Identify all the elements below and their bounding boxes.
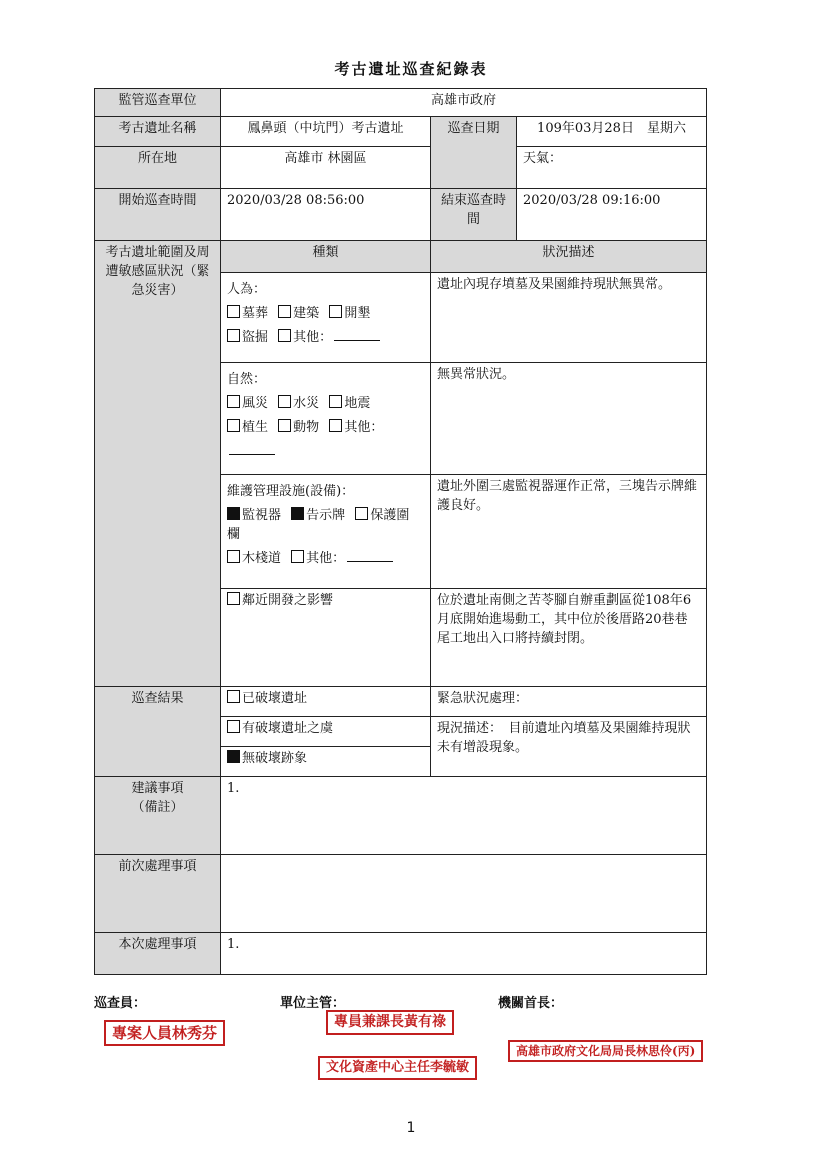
maintenance-cell: [221, 475, 431, 589]
natural-title: 自然：: [227, 372, 267, 387]
checkbox-checked-icon[interactable]: [291, 507, 304, 520]
weather-field: 天氣：: [517, 147, 707, 189]
option-other: 其他：: [293, 329, 333, 345]
inspect-date-value: 109年03月28日 星期六: [517, 117, 707, 147]
option-building: 建築: [293, 305, 320, 321]
natural-cell: [221, 363, 431, 475]
checkbox-icon[interactable]: [329, 419, 342, 432]
head-stamp: 高雄市政府文化局局長林思伶(丙): [508, 1040, 703, 1062]
result-opt1-cell: [221, 687, 431, 717]
checkbox-checked-icon[interactable]: [227, 750, 240, 763]
option-risk: 有破壞遺址之虞: [242, 721, 334, 736]
result-opt2-cell: [221, 717, 431, 747]
site-value: 鳳鼻頭（中坑門）考古遺址: [221, 117, 431, 147]
maintenance-title: 維護管理設施(設備)：: [227, 484, 355, 499]
checkbox-icon[interactable]: [291, 550, 304, 563]
checkbox-icon[interactable]: [227, 329, 240, 342]
checkbox-icon[interactable]: [329, 305, 342, 318]
development-description: 位於遺址南側之苦苓腳自辦重劃區從108年6月底開始進場動工，其中位於後厝路20巷巷尾工地出入口將持續封閉。: [431, 589, 707, 687]
checkbox-icon[interactable]: [278, 395, 291, 408]
previous-label: 前次處理事項: [95, 855, 221, 933]
option-burial: 墓葬: [242, 305, 269, 321]
option-destroyed: 已破壞遺址: [242, 691, 308, 706]
supervisor-label: 單位主管：: [280, 996, 346, 1011]
checkbox-icon[interactable]: [278, 419, 291, 432]
other-blank[interactable]: [334, 340, 380, 341]
description-header: 狀況描述: [431, 241, 707, 273]
site-label: 考古遺址名稱: [95, 117, 221, 147]
center-director-stamp: 文化資產中心主任李毓敏: [318, 1056, 477, 1080]
result-opt3-cell: [221, 747, 431, 777]
current-label: 本次處理事項: [95, 933, 221, 975]
supervisor-stamp: 專員兼課長黃有祿: [326, 1010, 454, 1035]
natural-description: 無異常狀況。: [431, 363, 707, 475]
previous-value: [221, 855, 707, 933]
checkbox-icon[interactable]: [227, 550, 240, 563]
option-fence: 保護圍欄: [227, 507, 410, 542]
development-cell: [221, 589, 431, 687]
option-cultivation: 開墾: [344, 305, 371, 321]
current-value: 1.: [221, 933, 707, 975]
checkbox-icon[interactable]: [227, 592, 240, 605]
checkbox-icon[interactable]: [227, 395, 240, 408]
page-number: 1: [406, 1120, 416, 1136]
checkbox-icon[interactable]: [278, 305, 291, 318]
checkbox-icon[interactable]: [329, 395, 342, 408]
checkbox-checked-icon[interactable]: [227, 507, 240, 520]
result-label: 巡查結果: [95, 687, 221, 777]
maintenance-description: 遺址外圍三處監視器運作正常，三塊告示牌維護良好。: [431, 475, 707, 589]
option-looting: 盜掘: [242, 329, 269, 345]
inspection-form: [94, 88, 707, 975]
option-typhoon: 風災: [242, 395, 269, 411]
emergency-handling: 緊急狀況處理：: [431, 687, 707, 717]
inspector-stamp: 專案人員林秀芬: [104, 1020, 225, 1046]
condition-label: 考古遺址範圍及周遭敏感區狀況（緊急災害）: [95, 241, 221, 687]
human-cell: [221, 273, 431, 363]
option-other: 其他：: [344, 419, 384, 435]
checkbox-icon[interactable]: [227, 690, 240, 703]
type-header: 種類: [221, 241, 431, 273]
location-label: 所在地: [95, 147, 221, 189]
option-boardwalk: 木棧道: [242, 550, 282, 566]
option-earthquake: 地震: [344, 395, 371, 411]
option-cctv: 監視器: [242, 507, 282, 523]
option-no-damage: 無破壞跡象: [242, 751, 308, 766]
inspect-date-label: 巡查日期: [431, 117, 517, 189]
start-time-value: 2020/03/28 08:56:00: [221, 189, 431, 241]
status-description: 現況描述： 目前遺址內墳墓及果園維持現狀未有增設現象。: [431, 717, 707, 777]
start-time-label: 開始巡查時間: [95, 189, 221, 241]
suggest-label: 建議事項 （備註）: [95, 777, 221, 855]
option-other: 其他：: [306, 550, 346, 566]
option-flood: 水災: [293, 395, 320, 411]
end-time-label: 結束巡查時間: [431, 189, 517, 241]
unit-label: 監管巡查單位: [95, 89, 221, 117]
other-blank[interactable]: [347, 561, 393, 562]
option-development: 鄰近開發之影響: [242, 593, 334, 608]
human-description: 遺址內現存墳墓及果園維持現狀無異常。: [431, 273, 707, 363]
checkbox-icon[interactable]: [355, 507, 368, 520]
checkbox-icon[interactable]: [227, 419, 240, 432]
head-label: 機關首長：: [498, 996, 564, 1011]
option-animal: 動物: [293, 419, 320, 435]
option-vegetation: 植生: [242, 419, 269, 435]
option-signboard: 告示牌: [306, 507, 346, 523]
location-value: 高雄市 林園區: [221, 147, 431, 189]
suggest-value: 1.: [221, 777, 707, 855]
end-time-value: 2020/03/28 09:16:00: [517, 189, 707, 241]
human-title: 人為：: [227, 282, 267, 297]
unit-value: 高雄市政府: [221, 89, 707, 117]
other-blank[interactable]: [229, 454, 275, 455]
checkbox-icon[interactable]: [227, 305, 240, 318]
checkbox-icon[interactable]: [278, 329, 291, 342]
checkbox-icon[interactable]: [227, 720, 240, 733]
page-title: 考古遺址巡查紀錄表: [334, 60, 488, 78]
inspector-label: 巡查員：: [94, 996, 147, 1011]
